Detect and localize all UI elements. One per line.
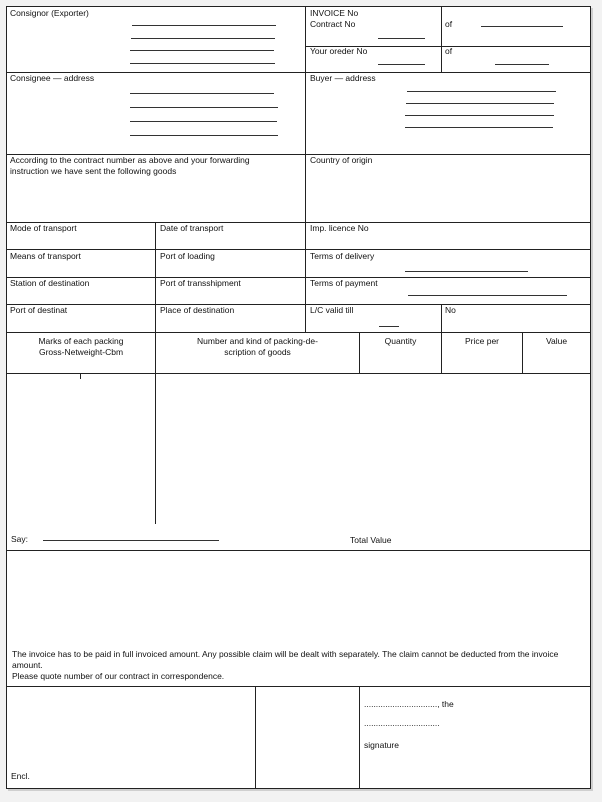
goods-intro-line-1: According to the contract number as above and your forwarding (10, 155, 250, 165)
means-of-transport-label: Means of transport (10, 251, 81, 261)
order-no-line[interactable] (378, 64, 425, 65)
notice-line-1: The invoice has to be paid in full invoiced amount. Any possible claim will be dealt with separately. The claim cannot be deducted from the invoice (12, 649, 559, 659)
station-of-destination-label: Station of destination (10, 278, 90, 288)
consignee-line-3[interactable] (130, 121, 277, 122)
invoice-form (6, 6, 591, 789)
divider-col-of-top (441, 7, 442, 72)
consignee-line-2[interactable] (130, 107, 278, 108)
place-date-field[interactable]: ..............................., the (364, 699, 454, 709)
marks-header-line-2: Gross-Netweight-Cbm (38, 347, 124, 357)
port-of-destination-label: Port of destinat (10, 305, 68, 315)
description-header-line-2: scription of goods (224, 347, 291, 357)
lc-valid-till-label: L/C valid till (310, 305, 354, 315)
buyer-line-1[interactable] (407, 91, 556, 92)
divider-row-transport1 (7, 222, 590, 223)
terms-of-delivery-label: Terms of delivery (310, 251, 375, 261)
marks-header-line-1: Marks of each packing (38, 336, 124, 346)
buyer-line-2[interactable] (406, 103, 554, 104)
contract-no-line[interactable] (378, 38, 425, 39)
terms-of-delivery-line[interactable] (405, 271, 528, 272)
price-per-header: Price per (464, 336, 499, 346)
consignor-label: Consignor (Exporter) (10, 8, 89, 18)
consignee-line-4[interactable] (130, 135, 278, 136)
buyer-label: Buyer — address (310, 73, 376, 83)
signature-label: signature (364, 740, 399, 750)
country-of-origin-label: Country of origin (310, 155, 373, 165)
quantity-header: Quantity (384, 336, 417, 346)
consignor-line-4[interactable] (130, 63, 275, 64)
invoice-no-label: INVOICE No (310, 8, 359, 18)
divider-col-transport (155, 222, 156, 332)
notice-line-2: amount. (12, 660, 43, 670)
port-of-transshipment-label: Port of transshipment (160, 278, 241, 288)
divider-row-table-body (7, 373, 590, 374)
say-label: Say: (11, 534, 29, 544)
divider-col-footer1 (255, 686, 256, 788)
divider-row-transport4 (7, 304, 590, 305)
divider-row-transport3 (7, 277, 590, 278)
lc-valid-line[interactable] (379, 326, 399, 327)
contract-no-label: Contract No (310, 19, 356, 29)
terms-of-payment-line[interactable] (408, 295, 567, 296)
consignee-line-1[interactable] (130, 93, 274, 94)
your-order-no-label: Your oreder No (310, 46, 368, 56)
consignor-line-3[interactable] (130, 50, 274, 51)
consignee-label: Consignee — address (10, 73, 95, 83)
buyer-line-4[interactable] (405, 127, 553, 128)
port-of-loading-label: Port of loading (160, 251, 215, 261)
divider-row-transport2 (7, 249, 590, 250)
goods-intro-line-2: instruction we have sent the following goods (10, 166, 177, 176)
consignor-line-2[interactable] (131, 38, 275, 39)
enclosures-label: Encl. (11, 771, 30, 781)
divider-col-marks (155, 332, 156, 524)
divider-row-consignee (7, 72, 590, 73)
dotted-line-field[interactable]: ................................ (364, 718, 440, 728)
place-of-destination-label: Place of destination (160, 305, 235, 315)
divider-tick (80, 373, 81, 379)
divider-row-table-head (7, 332, 590, 333)
terms-of-payment-label: Terms of payment (310, 278, 378, 288)
total-value-label: Total Value (350, 535, 392, 545)
of-label-2: of (445, 46, 453, 56)
description-header-line-1: Number and kind of packing-de- (197, 336, 318, 346)
mode-of-transport-label: Mode of transport (10, 223, 77, 233)
notice-line-3: Please quote number of our contract in correspondence. (12, 671, 225, 681)
consignor-line-1[interactable] (132, 25, 276, 26)
divider-col-main (305, 7, 306, 332)
divider-row-footer (7, 686, 590, 687)
divider-row-notice (7, 550, 590, 551)
say-line[interactable] (43, 540, 219, 541)
lc-no-label: No (445, 305, 456, 315)
date-of-transport-label: Date of transport (160, 223, 224, 233)
of-label-1: of (445, 19, 453, 29)
divider-col-footer2 (359, 686, 360, 788)
of-line-1[interactable] (481, 26, 563, 27)
divider-col-lc-no (441, 304, 442, 332)
of-line-2[interactable] (495, 64, 549, 65)
buyer-line-3[interactable] (405, 115, 554, 116)
imp-licence-label: Imp. licence No (310, 223, 369, 233)
value-header: Value (545, 336, 568, 346)
